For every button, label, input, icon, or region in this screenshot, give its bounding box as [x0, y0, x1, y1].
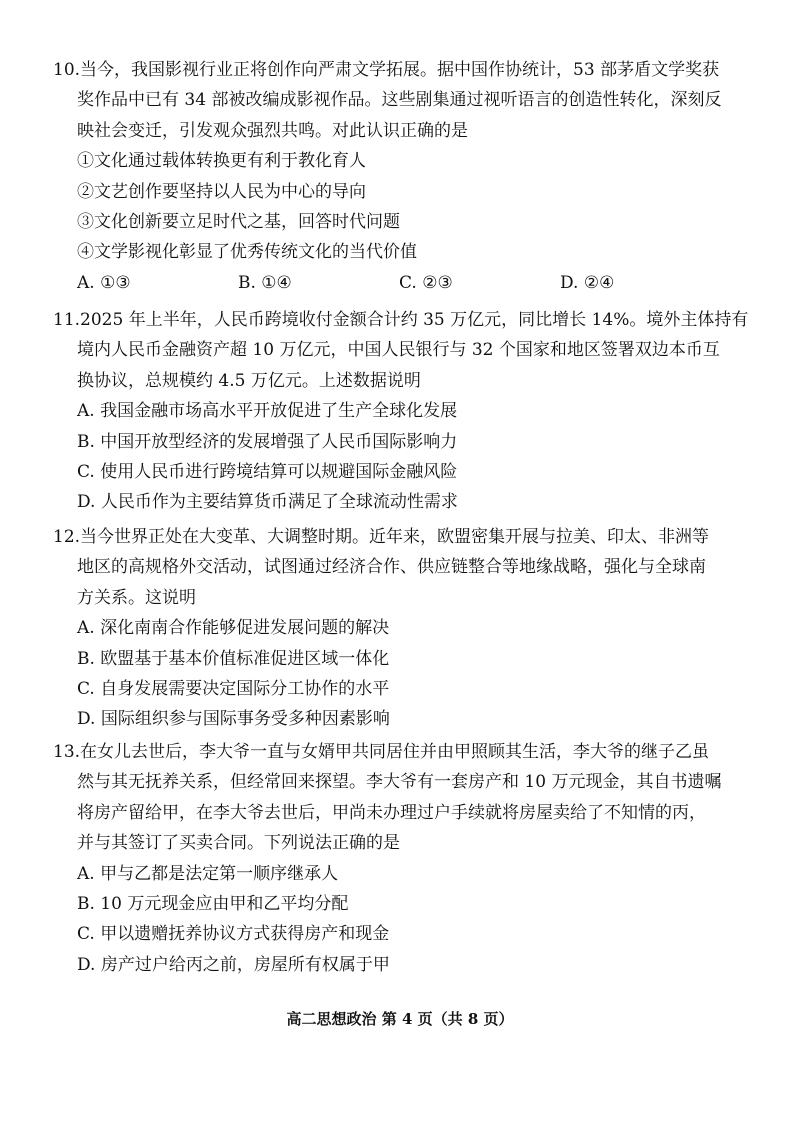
stem-line: 将房产留给甲，在李大爷去世后，甲尚未办理过户手续就将房屋卖给了不知情的丙，: [77, 802, 706, 823]
stem-line: 换协议，总规模约 4.5 万亿元。上述数据说明: [77, 370, 421, 391]
stem-line: 映社会变迁，引发观众强烈共鸣。对此认识正确的是: [77, 120, 468, 141]
option-a: A. ①③: [77, 272, 131, 293]
option-c: C. 甲以遗赠抚养协议方式获得房产和现金: [77, 924, 390, 945]
option-d: D. 国际组织参与国际事务受多种因素影响: [77, 709, 390, 730]
question-11: [53, 305, 773, 518]
question-stem: [53, 737, 773, 859]
option-b: B. 欧盟基于基本价值标准促进区域一体化: [77, 648, 390, 669]
statement-4: ④文学影视化彰显了优秀传统文化的当代价值: [77, 242, 417, 263]
stem-line: 境内人民币金融资产超 10 万亿元，中国人民银行与 32 个国家和地区签署双边本币互: [77, 340, 720, 361]
option-a: A. 深化南南合作能够促进发展问题的解决: [77, 618, 390, 639]
option-d: D. 人民币作为主要结算货币满足了全球流动性需求: [77, 492, 458, 513]
option-c: C. ②③: [399, 272, 453, 293]
stem-line: 地区的高规格外交活动，试图通过经济合作、供应链整合等地缘战略，强化与全球南: [77, 557, 706, 578]
question-stem: [53, 305, 773, 396]
stem-line: 方关系。这说明: [77, 587, 196, 608]
statement-3: ③文化创新要立足时代之基，回答时代问题: [77, 212, 400, 233]
option-b: B. 10 万元现金应由甲和乙平均分配: [77, 894, 349, 915]
option-d: D. ②④: [560, 272, 615, 293]
option-c: C. 自身发展需要决定国际分工协作的水平: [77, 679, 390, 700]
option-a: A. 我国金融市场高水平开放促进了生产全球化发展: [77, 401, 458, 422]
question-stem: [53, 522, 773, 613]
statement-2: ②文艺创作要坚持以人民为中心的导向: [77, 181, 366, 202]
question-number: 13.: [53, 742, 81, 762]
question-number: 10.: [53, 60, 81, 80]
stem-line: 在女儿去世后，李大爷一直与女婿甲共同居住并由甲照顾其生活，李大爷的继子乙虽: [80, 742, 710, 762]
question-number: 11.: [53, 310, 81, 330]
option-d: D. 房产过户给丙之前，房屋所有权属于甲: [77, 954, 390, 975]
question-12: [53, 522, 773, 735]
option-b: B. 中国开放型经济的发展增强了人民币国际影响力: [77, 431, 458, 452]
stem-line: 并与其签订了买卖合同。下列说法正确的是: [77, 833, 400, 854]
question-10: [53, 55, 773, 298]
stem-line: 奖作品中已有 34 部被改编成影视作品。这些剧集通过视听语言的创造性转化，深刻反: [77, 90, 722, 111]
stem-line: 2025 年上半年，人民币跨境收付金额合计约 35 万亿元，同比增长 14%。境外主体持有: [80, 310, 749, 330]
page-footer: 高二思想政治 第 4 页（共 8 页）: [286, 1010, 514, 1028]
stem-line: 然与其无抚养关系，但经常回来探望。李大爷有一套房产和 10 万元现金，其自书遗嘱: [77, 772, 722, 793]
stem-line: 当今世界正处在大变革、大调整时期。近年来，欧盟密集开展与拉美、印太、非洲等: [80, 527, 710, 547]
question-number: 12.: [53, 527, 81, 547]
option-c: C. 使用人民币进行跨境结算可以规避国际金融风险: [77, 462, 458, 483]
question-13: [53, 737, 773, 980]
question-stem: [53, 55, 773, 146]
option-a: A. 甲与乙都是法定第一顺序继承人: [77, 863, 339, 884]
answer-options: [77, 268, 773, 298]
stem-line: 当今，我国影视行业正将创作向严肃文学拓展。据中国作协统计，53 部茅盾文学奖获: [80, 60, 720, 80]
option-b: B. ①④: [238, 272, 292, 293]
statement-1: ①文化通过载体转换更有利于教化育人: [77, 151, 366, 172]
